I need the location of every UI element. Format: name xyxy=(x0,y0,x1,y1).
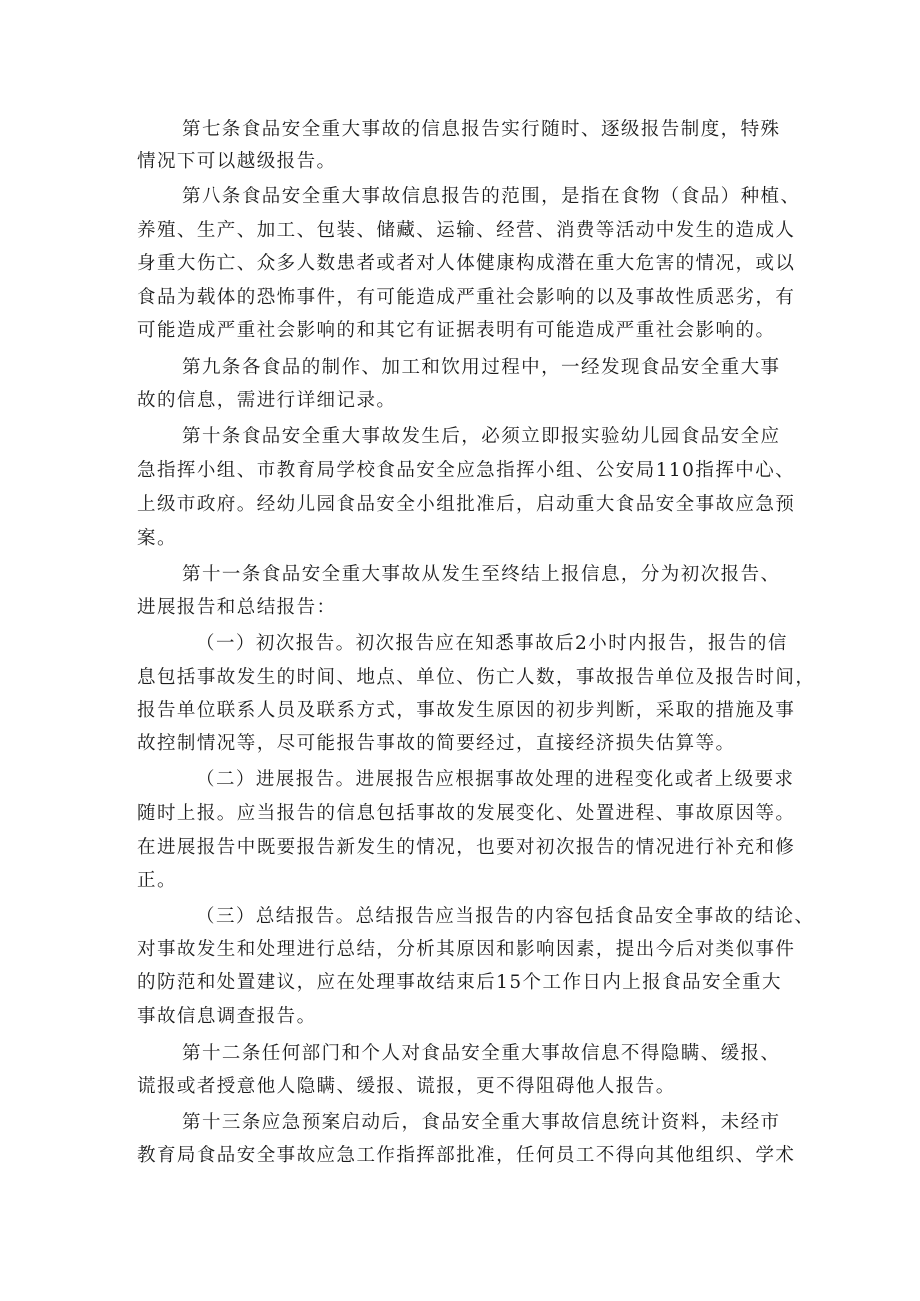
text-line: 故控制情况等，尽可能报告事故的简要经过，直接经济损失估算等。 xyxy=(137,733,736,754)
text-line: 第十二条任何部门和个人对食品安全重大事故信息不得隐瞒、缓报、 xyxy=(182,1043,781,1064)
text-line: 食品为载体的恐怖事件，有可能造成严重社会影响的以及事故性质恶劣，有 xyxy=(137,287,796,308)
text-line: 的防范和处置建议，应在处理事故结束后15个工作日内上报食品安全重大 xyxy=(137,972,782,993)
text-line: 案。 xyxy=(137,528,177,549)
text-line: 上级市政府。经幼儿园食品安全小组批准后，启动重大食品安全事故应急预 xyxy=(137,494,796,515)
text-line: 第十条食品安全重大事故发生后，必须立即报实验幼儿园食品安全应 xyxy=(182,426,781,447)
text-line: 第十三条应急预案启动后，食品安全重大事故信息统计资料，未经市 xyxy=(182,1112,781,1133)
text-line: 事故信息调查报告。 xyxy=(137,1006,317,1027)
text-line: 教育局食品安全事故应急工作指挥部批准，任何员工不得向其他组织、学术 xyxy=(137,1145,796,1166)
text-line: 第九条各食品的制作、加工和饮用过程中，一经发现食品安全重大事 xyxy=(182,357,781,378)
text-line: 可能造成严重社会影响的和其它有证据表明有可能造成严重社会影响的。 xyxy=(137,320,776,341)
text-line: 养殖、生产、加工、包装、储藏、运输、经营、消费等活动中发生的造成人 xyxy=(137,220,796,241)
text-line: 报告单位联系人员及联系方式，事故发生原因的初步判断，采取的措施及事 xyxy=(137,700,796,721)
text-line: 对事故发生和处理进行总结，分析其原因和影响因素，提出今后对类似事件 xyxy=(137,939,796,960)
text-line: 第七条食品安全重大事故的信息报告实行随时、逐级报告制度，特殊 xyxy=(182,119,781,140)
text-line: 息包括事故发生的时间、地点、单位、伤亡人数，事故报告单位及报告时间， xyxy=(137,667,816,688)
text-line: 在进展报告中既要报告新发生的情况，也要对初次报告的情况进行补充和修 xyxy=(137,837,796,858)
text-line: （一）初次报告。初次报告应在知悉事故后2小时内报告，报告的信 xyxy=(196,633,788,654)
text-line: 进展报告和总结报告： xyxy=(137,597,337,618)
text-line: 急指挥小组、市教育局学校食品安全应急指挥小组、公安局110指挥中心、 xyxy=(137,460,796,481)
text-line: （三）总结报告。总结报告应当报告的内容包括食品安全事故的结论、 xyxy=(196,906,815,927)
text-line: 随时上报。应当报告的信息包括事故的发展变化、处置进程、事故原因等。 xyxy=(137,803,796,824)
text-line: 身重大伤亡、众多人数患者或者对人体健康构成潜在重大危害的情况，或以 xyxy=(137,253,796,274)
text-line: 情况下可以越级报告。 xyxy=(137,151,337,172)
text-line: 故的信息，需进行详细记录。 xyxy=(137,390,397,411)
text-line: 第十一条食品安全重大事故从发生至终结上报信息，分为初次报告、 xyxy=(182,564,781,585)
text-line: （二）进展报告。进展报告应根据事故处理的进程变化或者上级要求 xyxy=(196,769,795,790)
text-line: 第八条食品安全重大事故信息报告的范围，是指在食物（食品）种植、 xyxy=(182,186,801,207)
text-line: 正。 xyxy=(137,870,177,891)
text-line: 谎报或者授意他人隐瞒、缓报、谎报，更不得阻碍他人报告。 xyxy=(137,1076,676,1097)
